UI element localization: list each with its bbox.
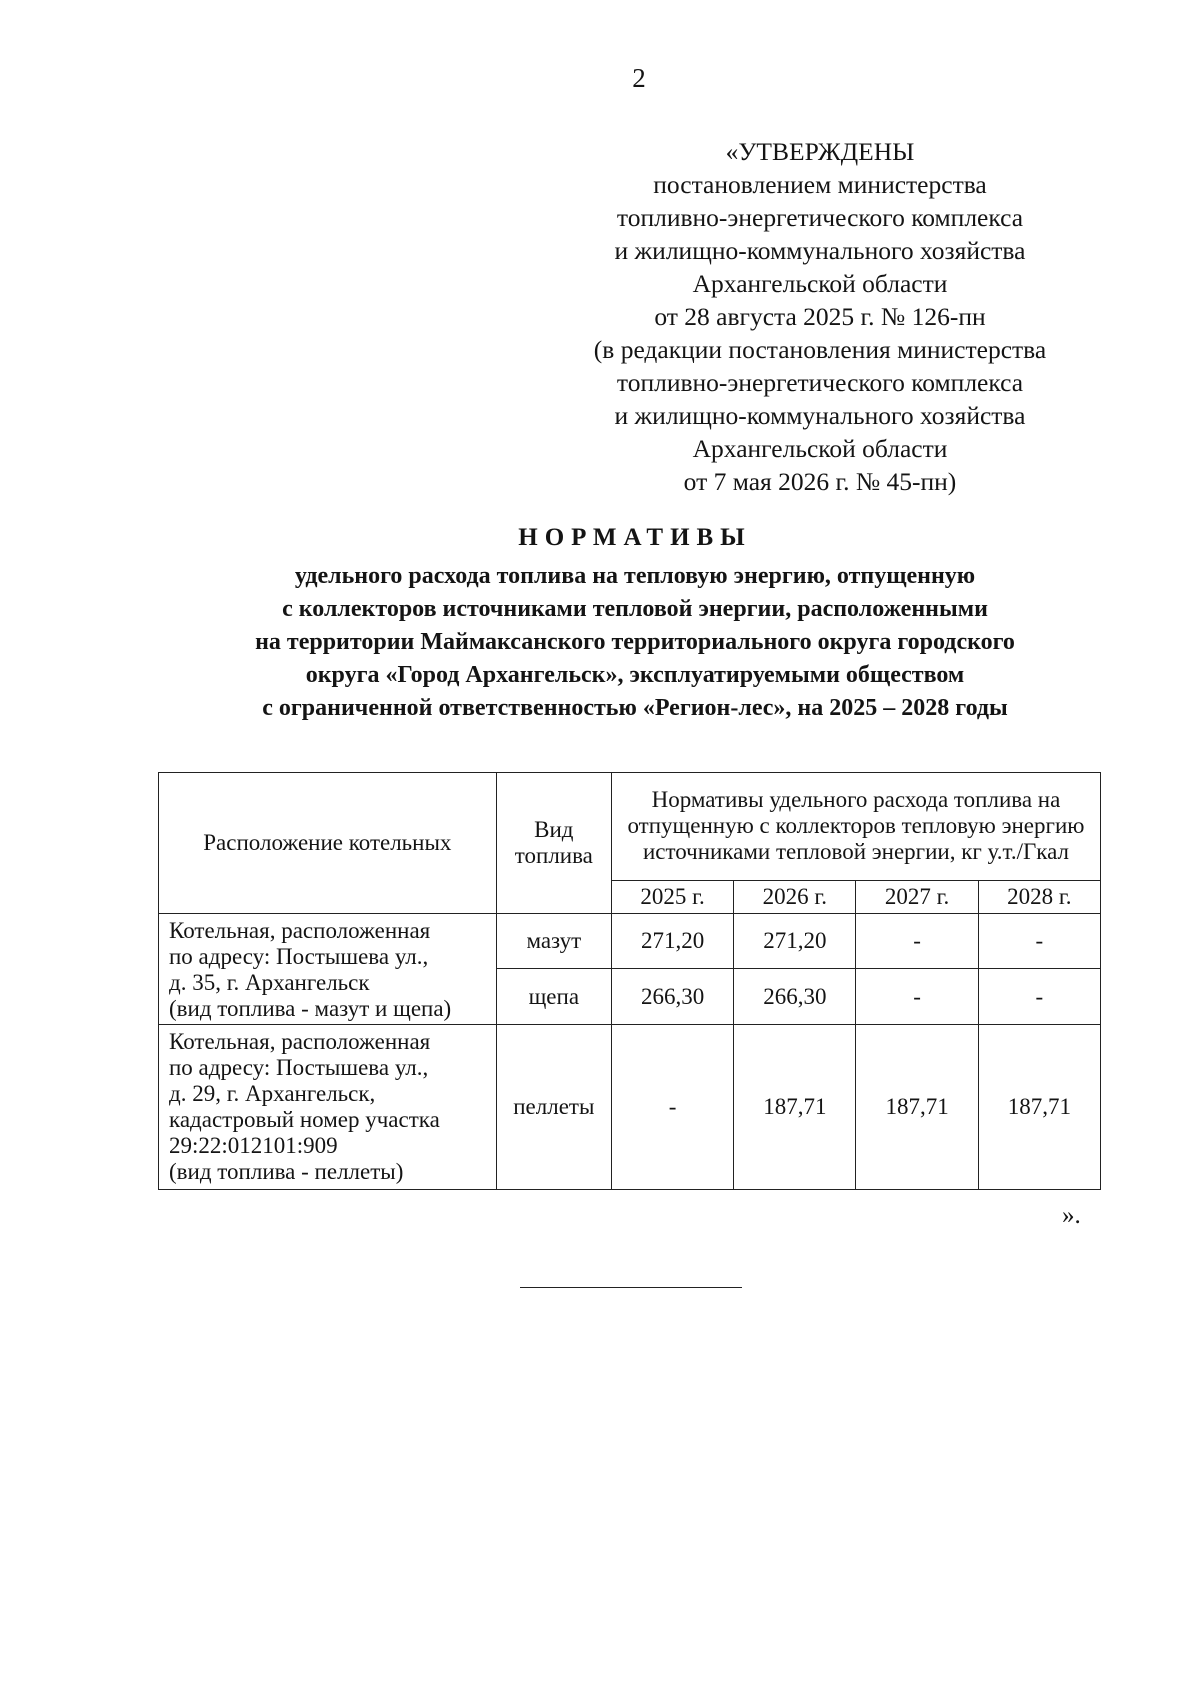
table-row (159, 1025, 1101, 1190)
value-cell: - (978, 969, 1100, 1025)
header-year: 2027 г. (856, 880, 978, 913)
subtitle-line: удельного расхода топлива на тепловую энергию, отпущенную (294, 563, 976, 589)
header-year: 2028 г. (978, 880, 1100, 913)
header-location: Расположение котельных (159, 773, 497, 914)
location-line: Котельная, расположенная (169, 918, 431, 943)
norms-table (158, 772, 1101, 1190)
location-line: (вид топлива - пеллеты) (169, 1159, 404, 1184)
location-line: по адресу: Постышева ул., (169, 1055, 429, 1080)
page-number: 2 (632, 63, 646, 93)
boiler-location-cell (159, 914, 497, 1025)
location-line: д. 29, г. Архангельск, (169, 1081, 376, 1106)
separator-line (520, 1287, 742, 1288)
value-cell: - (611, 1025, 733, 1190)
title-main: НОРМАТИВЫ (518, 524, 752, 551)
subtitle-line: с коллекторов источниками тепловой энергии, расположенными (282, 596, 988, 622)
header-year: 2025 г. (611, 880, 733, 913)
value-cell: 271,20 (611, 914, 733, 969)
location-line: д. 35, г. Архангельск (169, 970, 370, 995)
table-row (159, 914, 1101, 969)
approval-line: Архангельской области (692, 269, 948, 298)
subtitle-line: с ограниченной ответственностью «Регион-лес», на 2025 – 2028 годы (262, 695, 1008, 721)
approval-line: (в редакции постановления министерства (593, 335, 1047, 364)
location-line: (вид топлива - мазут и щепа) (169, 996, 452, 1021)
value-cell: 266,30 (734, 969, 856, 1025)
location-line: по адресу: Постышева ул., (169, 944, 429, 969)
title-subtitle (140, 560, 1130, 725)
approval-line: и жилищно-коммунального хозяйства (614, 401, 1026, 430)
subtitle-line: округа «Город Архангельск», эксплуатируемыми обществом (305, 662, 965, 688)
approval-line: от 7 мая 2026 г. № 45-пн) (683, 467, 957, 496)
fuel-cell: мазут (496, 914, 611, 969)
value-cell: 187,71 (978, 1025, 1100, 1190)
value-cell: - (978, 914, 1100, 969)
value-cell: 271,20 (734, 914, 856, 969)
fuel-cell: щепа (496, 969, 611, 1025)
header-year: 2026 г. (734, 880, 856, 913)
location-line: 29:22:012101:909 (169, 1133, 338, 1158)
value-cell: - (856, 969, 978, 1025)
value-cell: 187,71 (856, 1025, 978, 1190)
approval-line: Архангельской области (692, 434, 948, 463)
boiler-location-cell (159, 1025, 497, 1190)
value-cell: 266,30 (611, 969, 733, 1025)
closing-quote: ». (1062, 1202, 1081, 1229)
value-cell: 187,71 (734, 1025, 856, 1190)
approval-line: от 28 августа 2025 г. № 126-пн (654, 302, 986, 331)
fuel-cell: пеллеты (496, 1025, 611, 1190)
header-fuel-type: Вид топлива (496, 773, 611, 914)
approval-line: постановлением министерства (653, 170, 987, 199)
header-norms-group: Нормативы удельного расхода топлива на отпущенную с коллекторов тепловую энергию источниками тепловой энергии, кг у.т./Гкал (611, 773, 1100, 881)
approval-line: «УТВЕРЖДЕНЫ (725, 137, 915, 166)
subtitle-line: на территории Маймаксанского территориального округа городского (255, 629, 1015, 655)
approval-line: топливно-энергетического комплекса (616, 203, 1024, 232)
approval-stamp (555, 135, 1085, 498)
value-cell: - (856, 914, 978, 969)
approval-line: и жилищно-коммунального хозяйства (614, 236, 1026, 265)
document-title (140, 520, 1130, 725)
approval-line: топливно-энергетического комплекса (616, 368, 1024, 397)
location-line: кадастровый номер участка (169, 1107, 440, 1132)
location-line: Котельная, расположенная (169, 1029, 431, 1054)
